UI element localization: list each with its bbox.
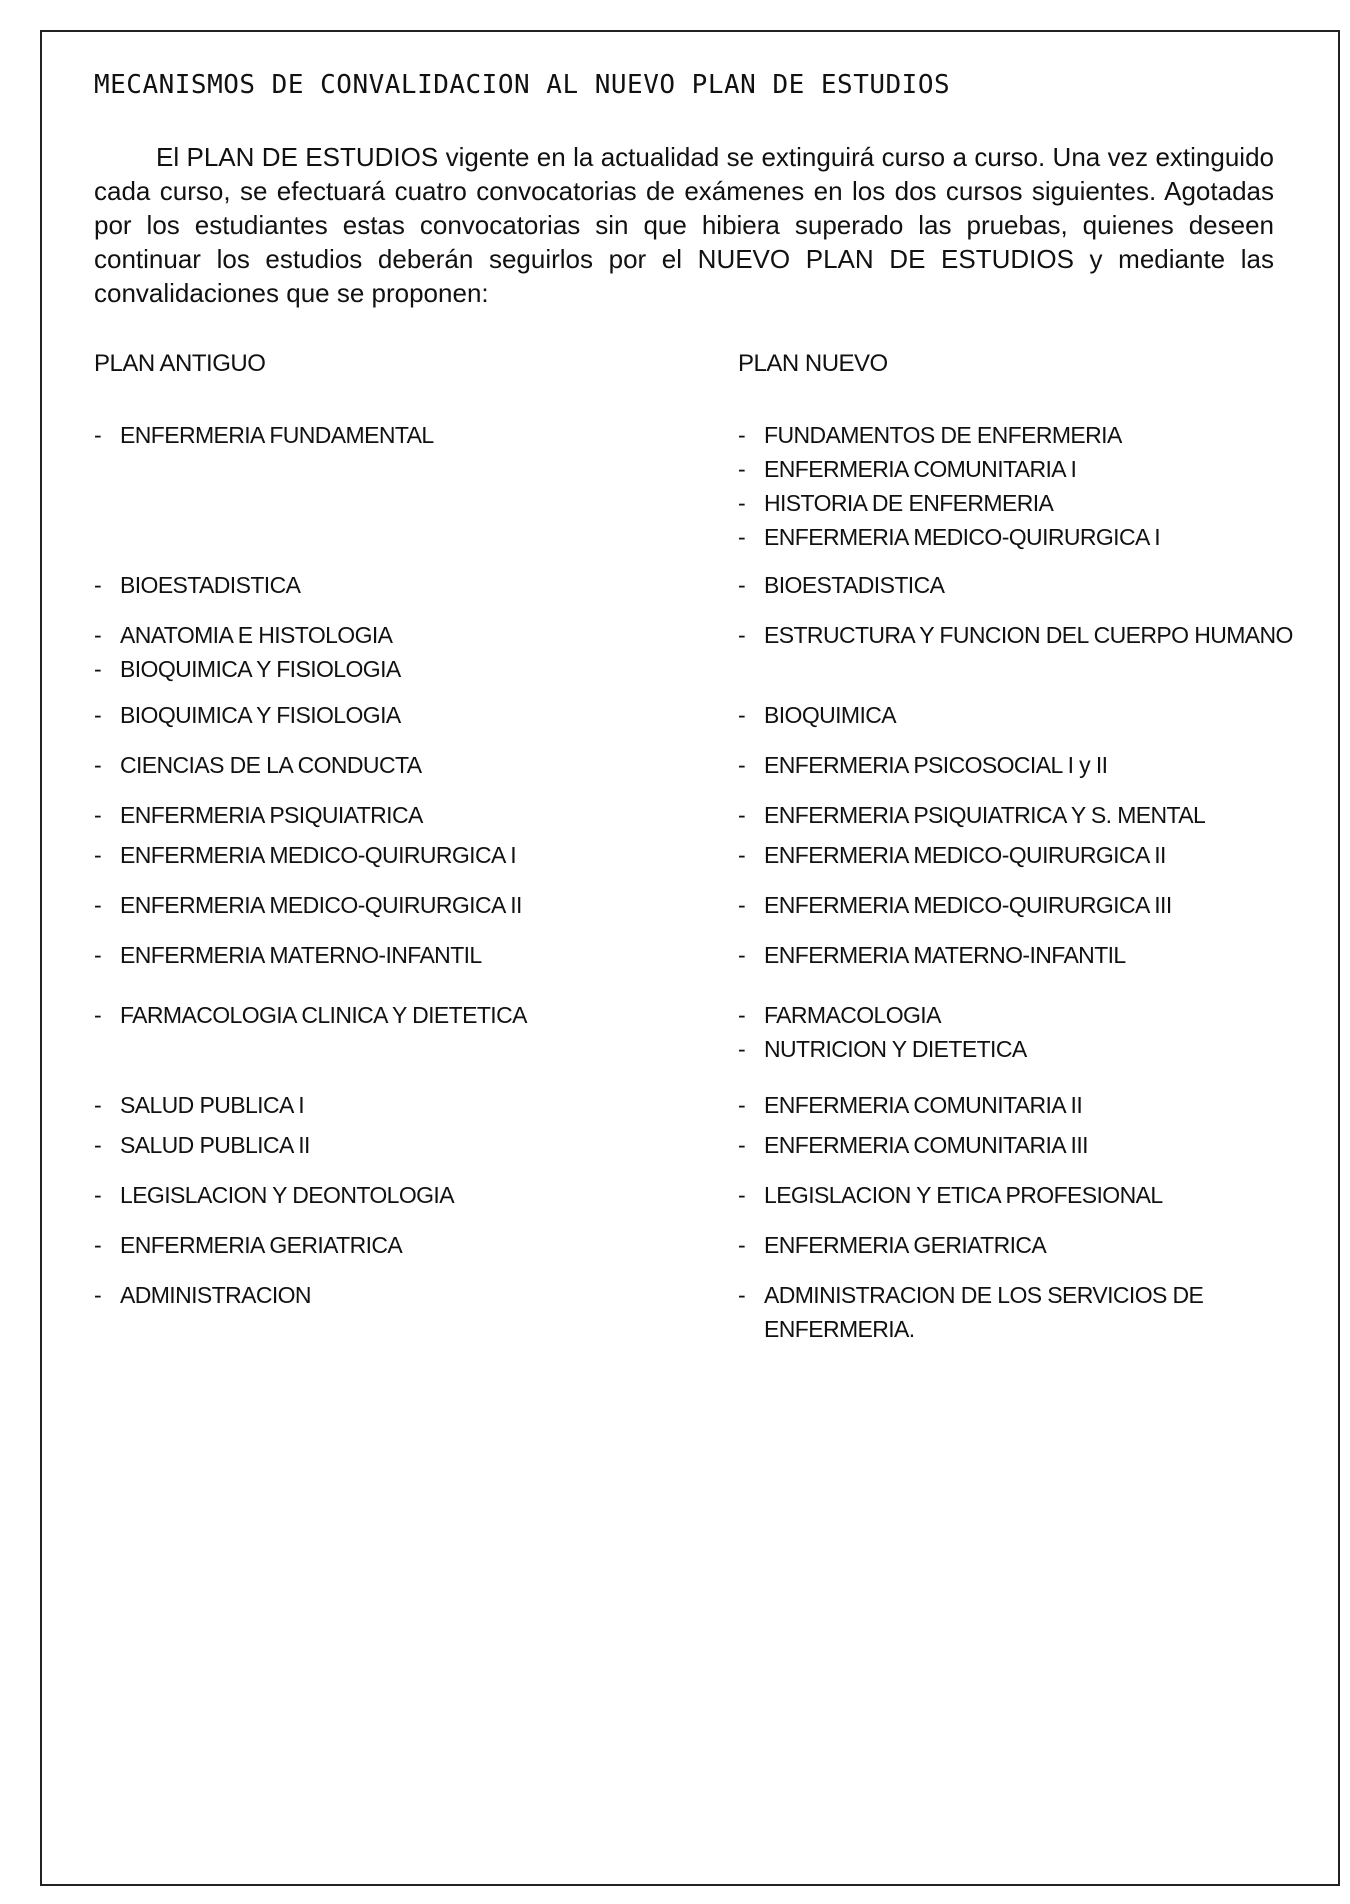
list-dash: - xyxy=(738,422,746,448)
new-plan-course-item xyxy=(738,1278,1298,1312)
old-plan-cell xyxy=(94,838,714,872)
old-plan-course-label: ENFERMERIA GERIATRICA xyxy=(120,1232,403,1258)
old-plan-course-item xyxy=(94,748,714,782)
new-plan-course-label: ENFERMERIA GERIATRICA xyxy=(764,1232,1047,1258)
old-plan-cell xyxy=(94,418,714,452)
old-plan-heading: PLAN ANTIGUO xyxy=(94,350,266,377)
old-plan-course-item xyxy=(94,1178,714,1212)
list-dash: - xyxy=(738,572,746,598)
new-plan-course-label: ENFERMERIA MATERNO-INFANTIL xyxy=(764,942,1126,968)
old-plan-course-label: ENFERMERIA MEDICO-QUIRURGICA I xyxy=(120,842,517,868)
new-plan-cell xyxy=(738,568,1298,602)
old-plan-course-item xyxy=(94,838,714,872)
old-plan-cell xyxy=(94,1178,714,1212)
new-plan-course-item xyxy=(738,1032,1298,1066)
new-plan-cell xyxy=(738,798,1298,832)
new-plan-course-label: ENFERMERIA COMUNITARIA II xyxy=(764,1092,1083,1118)
old-plan-course-label: ENFERMERIA MEDICO-QUIRURGICA II xyxy=(120,892,522,918)
new-plan-course-label: ENFERMERIA MEDICO-QUIRURGICA I xyxy=(764,524,1161,550)
list-dash: - xyxy=(738,524,746,550)
new-plan-course-continuation xyxy=(738,1312,1298,1346)
old-plan-course-label: ENFERMERIA FUNDAMENTAL xyxy=(120,422,434,448)
list-dash: - xyxy=(94,702,102,728)
list-dash: - xyxy=(94,942,102,968)
new-plan-cell xyxy=(738,698,1298,732)
old-plan-course-item xyxy=(94,418,714,452)
list-dash: - xyxy=(738,622,746,648)
new-plan-course-label: FARMACOLOGIA xyxy=(764,1002,941,1028)
old-plan-course-label: BIOQUIMICA Y FISIOLOGIA xyxy=(120,656,401,682)
old-plan-cell xyxy=(94,938,714,972)
list-dash: - xyxy=(94,1282,102,1308)
new-plan-course-label: ENFERMERIA MEDICO-QUIRURGICA II xyxy=(764,842,1166,868)
old-plan-course-label: ADMINISTRACION xyxy=(120,1282,311,1308)
new-plan-cell xyxy=(738,618,1298,652)
old-plan-course-item xyxy=(94,998,714,1032)
new-plan-course-item xyxy=(738,1178,1298,1212)
old-plan-course-item xyxy=(94,1228,714,1262)
new-plan-course-label: ESTRUCTURA Y FUNCION DEL CUERPO HUMANO xyxy=(764,622,1293,648)
new-plan-course-item xyxy=(738,798,1298,832)
new-plan-course-item xyxy=(738,418,1298,452)
new-plan-course-item xyxy=(738,1128,1298,1162)
list-dash: - xyxy=(738,456,746,482)
new-plan-course-label: ENFERMERIA MEDICO-QUIRURGICA III xyxy=(764,892,1172,918)
old-plan-cell xyxy=(94,748,714,782)
new-plan-cell xyxy=(738,748,1298,782)
document-title: MECANISMOS DE CONVALIDACION AL NUEVO PLAN DE ESTUDIOS xyxy=(94,70,951,100)
list-dash: - xyxy=(738,1002,746,1028)
old-plan-cell xyxy=(94,888,714,922)
list-dash: - xyxy=(738,1182,746,1208)
old-plan-cell xyxy=(94,1128,714,1162)
new-plan-cell xyxy=(738,1278,1298,1346)
list-dash: - xyxy=(94,1002,102,1028)
old-plan-course-label: ENFERMERIA PSIQUIATRICA xyxy=(120,802,423,828)
new-plan-course-item xyxy=(738,938,1298,972)
old-plan-cell xyxy=(94,1228,714,1262)
list-dash: - xyxy=(94,622,102,648)
list-dash: - xyxy=(738,942,746,968)
old-plan-course-label: FARMACOLOGIA CLINICA Y DIETETICA xyxy=(120,1002,527,1028)
old-plan-course-item xyxy=(94,888,714,922)
list-dash: - xyxy=(738,802,746,828)
old-plan-course-label: SALUD PUBLICA I xyxy=(120,1092,305,1118)
list-dash: - xyxy=(738,1282,746,1308)
old-plan-cell xyxy=(94,618,714,686)
new-plan-cell xyxy=(738,838,1298,872)
new-plan-course-label: ENFERMERIA PSICOSOCIAL I y II xyxy=(764,752,1108,778)
list-dash: - xyxy=(738,1036,746,1062)
list-dash: - xyxy=(94,892,102,918)
new-plan-cell xyxy=(738,998,1298,1066)
old-plan-course-label: BIOESTADISTICA xyxy=(120,572,301,598)
old-plan-cell xyxy=(94,698,714,732)
new-plan-course-label: ADMINISTRACION DE LOS SERVICIOS DE xyxy=(764,1282,1204,1308)
new-plan-course-item xyxy=(738,1088,1298,1122)
new-plan-cell xyxy=(738,418,1298,554)
new-plan-cell xyxy=(738,938,1298,972)
old-plan-course-label: CIENCIAS DE LA CONDUCTA xyxy=(120,752,422,778)
new-plan-course-label: ENFERMERIA COMUNITARIA I xyxy=(764,456,1077,482)
new-plan-course-item xyxy=(738,698,1298,732)
new-plan-course-item xyxy=(738,998,1298,1032)
old-plan-course-item xyxy=(94,938,714,972)
new-plan-cell xyxy=(738,888,1298,922)
list-dash: - xyxy=(94,656,102,682)
list-dash: - xyxy=(94,1182,102,1208)
list-dash: - xyxy=(738,1092,746,1118)
old-plan-course-label: ANATOMIA E HISTOLOGIA xyxy=(120,622,393,648)
new-plan-course-label: FUNDAMENTOS DE ENFERMERIA xyxy=(764,422,1122,448)
old-plan-course-label: ENFERMERIA MATERNO-INFANTIL xyxy=(120,942,482,968)
new-plan-course-item xyxy=(738,1228,1298,1262)
old-plan-course-label: LEGISLACION Y DEONTOLOGIA xyxy=(120,1182,454,1208)
new-plan-course-item xyxy=(738,748,1298,782)
old-plan-course-label: BIOQUIMICA Y FISIOLOGIA xyxy=(120,702,401,728)
old-plan-course-item xyxy=(94,1128,714,1162)
old-plan-course-item xyxy=(94,618,714,652)
old-plan-course-item xyxy=(94,1088,714,1122)
list-dash: - xyxy=(94,1132,102,1158)
new-plan-course-item xyxy=(738,486,1298,520)
list-dash: - xyxy=(94,802,102,828)
new-plan-course-label: ENFERMERIA COMUNITARIA III xyxy=(764,1132,1088,1158)
new-plan-cell xyxy=(738,1128,1298,1162)
new-plan-course-item xyxy=(738,888,1298,922)
old-plan-course-item xyxy=(94,568,714,602)
list-dash: - xyxy=(94,842,102,868)
list-dash: - xyxy=(94,572,102,598)
list-dash: - xyxy=(738,842,746,868)
new-plan-course-item xyxy=(738,618,1298,652)
list-dash: - xyxy=(94,1232,102,1258)
old-plan-course-label: SALUD PUBLICA II xyxy=(120,1132,310,1158)
list-dash: - xyxy=(94,422,102,448)
new-plan-course-label: ENFERMERIA. xyxy=(764,1316,915,1342)
new-plan-course-label: ENFERMERIA PSIQUIATRICA Y S. MENTAL xyxy=(764,802,1206,828)
intro-paragraph: El PLAN DE ESTUDIOS vigente en la actualidad se extinguirá curso a curso. Una vez extinguido cada curso, se efectuará cuatro convocatorias de exámenes en los dos cursos siguientes. Agotadas por los estudiantes estas convocatorias sin que hibiera superado las pruebas, quienes deseen continuar los estudios deberán seguirlos por el NUEVO PLAN DE ESTUDIOS y mediante las convalidaciones que se proponen: xyxy=(94,142,1274,308)
new-plan-course-label: BIOESTADISTICA xyxy=(764,572,945,598)
list-dash: - xyxy=(738,702,746,728)
new-plan-cell xyxy=(738,1228,1298,1262)
list-dash: - xyxy=(738,490,746,516)
new-plan-course-label: HISTORIA DE ENFERMERIA xyxy=(764,490,1054,516)
new-plan-course-label: LEGISLACION Y ETICA PROFESIONAL xyxy=(764,1182,1163,1208)
list-dash: - xyxy=(738,1232,746,1258)
new-plan-course-item xyxy=(738,568,1298,602)
list-dash: - xyxy=(94,752,102,778)
old-plan-course-item xyxy=(94,1278,714,1312)
new-plan-cell xyxy=(738,1088,1298,1122)
old-plan-cell xyxy=(94,798,714,832)
old-plan-cell xyxy=(94,1088,714,1122)
old-plan-cell xyxy=(94,568,714,602)
old-plan-cell xyxy=(94,1278,714,1312)
new-plan-course-label: BIOQUIMICA xyxy=(764,702,897,728)
new-plan-course-item xyxy=(738,520,1298,554)
old-plan-course-item xyxy=(94,798,714,832)
new-plan-cell xyxy=(738,1178,1298,1212)
old-plan-course-item xyxy=(94,652,714,686)
new-plan-course-label: NUTRICION Y DIETETICA xyxy=(764,1036,1027,1062)
list-dash: - xyxy=(738,1132,746,1158)
new-plan-course-item xyxy=(738,838,1298,872)
list-dash: - xyxy=(738,892,746,918)
list-dash: - xyxy=(738,752,746,778)
old-plan-cell xyxy=(94,998,714,1032)
list-dash: - xyxy=(94,1092,102,1118)
new-plan-course-item xyxy=(738,452,1298,486)
new-plan-heading: PLAN NUEVO xyxy=(738,350,888,377)
old-plan-course-item xyxy=(94,698,714,732)
